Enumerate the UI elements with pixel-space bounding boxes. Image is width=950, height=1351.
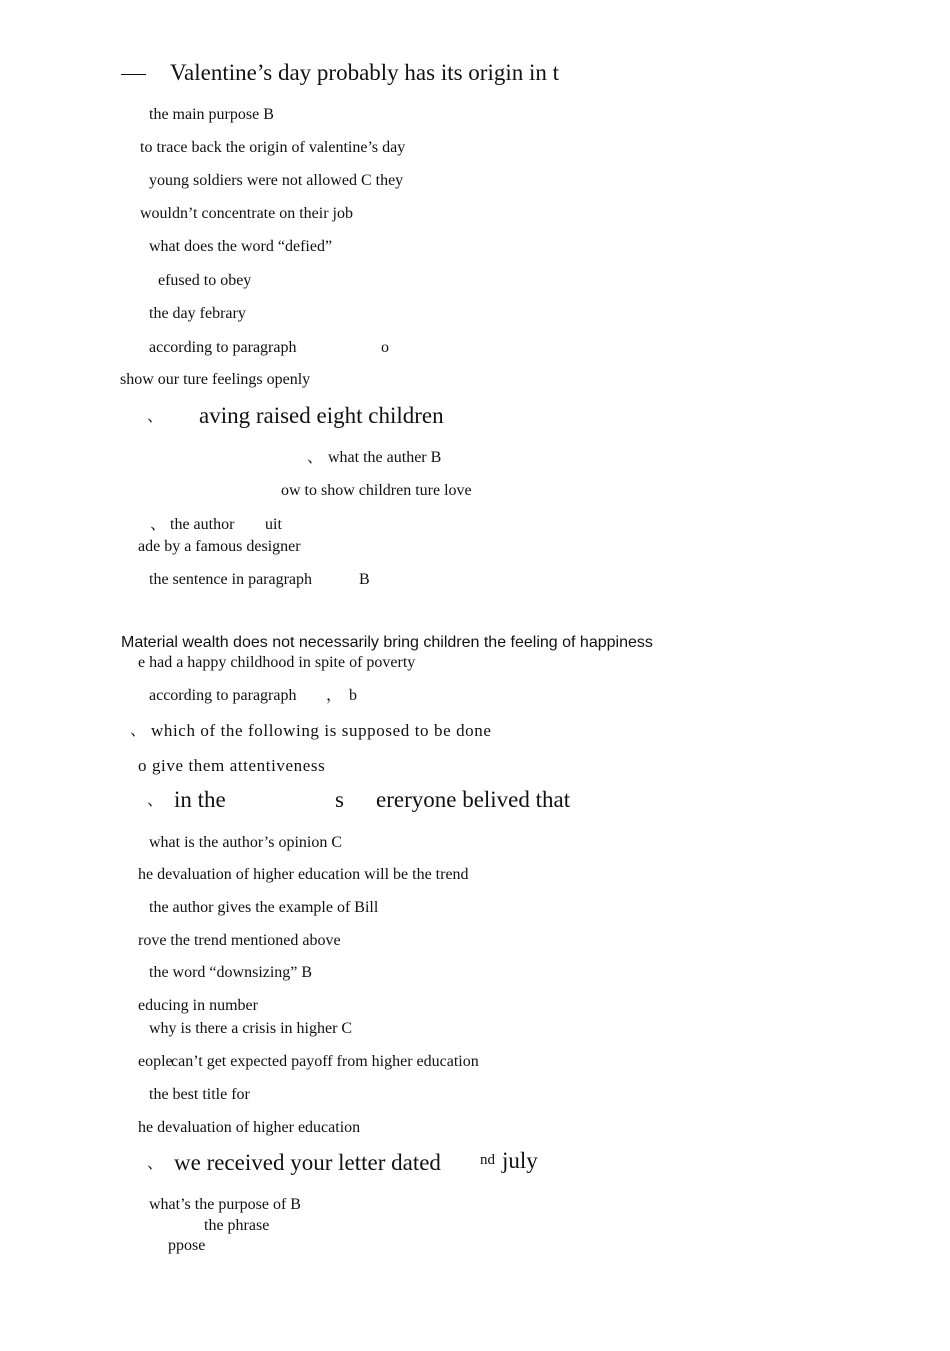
text-line: the main purpose B <box>149 106 274 123</box>
text-line: he devaluation of higher education <box>138 1119 361 1136</box>
text-line: he devaluation of higher education will be the trend <box>138 866 469 883</box>
list-marker: 、 <box>147 408 164 425</box>
list-marker: 、 <box>150 516 167 533</box>
text-line: efused to obey <box>158 272 252 289</box>
text-line: the author <box>170 516 235 533</box>
text-line: to trace back the origin of valentine’s day <box>140 139 406 156</box>
list-marker: 、 <box>307 449 324 466</box>
text-line: ppose <box>168 1237 206 1254</box>
text-line: young soldiers were not allowed C they <box>149 172 404 189</box>
text-line: according to paragraph <box>149 339 297 356</box>
section1-heading: Valentine’s day probably has its origin in t <box>170 60 560 85</box>
text-line: what the auther B <box>328 449 442 466</box>
text-line: according to paragraph <box>149 687 297 704</box>
list-marker: 、 <box>147 792 164 809</box>
text-line: what is the author’s opinion C <box>149 834 343 851</box>
text-line: show our ture feelings openly <box>120 371 311 388</box>
text-line: o give them attentiveness <box>138 756 326 775</box>
section3-heading-fragment: s <box>335 787 344 812</box>
text-fragment: b <box>349 687 357 704</box>
text-line: e had a happy childhood in spite of poverty <box>138 654 416 671</box>
section2-heading: aving raised eight children <box>199 403 444 428</box>
text-line: rove the trend mentioned above <box>138 932 341 949</box>
section4-heading-fragment: july <box>502 1148 538 1173</box>
text-line: the phrase <box>204 1217 270 1234</box>
text-fragment: eople <box>138 1053 173 1070</box>
text-line-sans: Material wealth does not necessarily bring children the feeling of happiness <box>121 634 653 651</box>
text-line: can’t get expected payoff from higher education <box>171 1053 479 1070</box>
section3-heading: in the <box>174 787 226 812</box>
text-line: ow to show children ture love <box>281 482 472 499</box>
list-marker: 、 <box>130 722 147 739</box>
heading-dash <box>121 74 146 75</box>
superscript-text: nd <box>480 1152 495 1168</box>
text-line: what does the word “defied” <box>149 238 333 255</box>
punctuation: ， <box>326 687 343 704</box>
text-fragment: B <box>359 571 370 588</box>
text-line: the day febrary <box>149 305 246 322</box>
text-fragment: uit <box>265 516 282 533</box>
text-line: wouldn’t concentrate on their job <box>140 205 353 222</box>
text-line: what’s the purpose of B <box>149 1196 301 1213</box>
section3-heading-fragment: ereryone belived that <box>376 787 571 812</box>
text-line: the author gives the example of Bill <box>149 899 379 916</box>
section4-heading: we received your letter dated <box>174 1150 441 1175</box>
text-line: educing in number <box>138 997 258 1014</box>
text-line: the sentence in paragraph <box>149 571 313 588</box>
text-line: ade by a famous designer <box>138 538 301 555</box>
text-fragment: o <box>381 339 389 356</box>
text-line: the best title for <box>149 1086 250 1103</box>
text-line: which of the following is supposed to be done <box>151 721 492 740</box>
list-marker: 、 <box>147 1155 164 1172</box>
text-line: the word “downsizing” B <box>149 964 313 981</box>
text-line: why is there a crisis in higher C <box>149 1020 353 1037</box>
